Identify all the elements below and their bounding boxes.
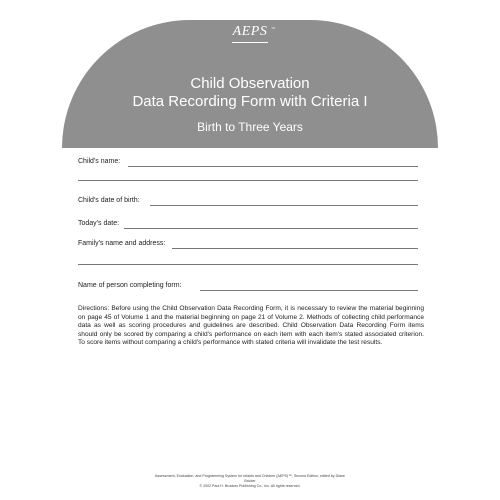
logo-underline — [232, 42, 268, 43]
childs-dob-label: Child's date of birth: — [78, 197, 140, 204]
family-address-line-2[interactable] — [78, 264, 418, 265]
childs-dob-line[interactable] — [150, 205, 418, 206]
family-name-address-label: Family's name and address: — [78, 240, 166, 247]
aeps-logo: AEPS — [232, 24, 268, 39]
person-completing-label: Name of person completing form: — [78, 282, 182, 289]
todays-date-line[interactable] — [124, 228, 418, 229]
directions-text: Directions: Before using the Child Observation Data Recording Form, it is necessary to review the material beginning on page 45 of Volume 1 and the material beginning on page 21 of Volume 2. Methods of collecting child performance data as well as scoring procedures and guidelines are described. Child Observation Data Recording Form items should only be scored by comparing a child's performance on each item with each item's stated associated criterion. To score items without comparing a child's performance with stated criteria will invalidate the test results. — [78, 305, 424, 347]
form-title-line2: Data Recording Form with Criteria I — [132, 93, 368, 110]
todays-date-label: Today's date: — [78, 220, 120, 227]
footer-line-2: © 2002 Paul H. Brookes Publishing Co., Inc. All rights reserved. — [199, 484, 301, 488]
childs-name-line-2[interactable] — [78, 180, 418, 181]
person-completing-line[interactable] — [200, 290, 418, 291]
childs-name-line[interactable] — [128, 166, 418, 167]
form-subtitle: Birth to Three Years — [197, 120, 303, 134]
form-title-line1: Child Observation — [190, 75, 310, 92]
copyright-footer — [150, 474, 350, 489]
childs-name-label: Child's name: — [78, 158, 121, 165]
family-address-line-1[interactable] — [172, 248, 418, 249]
footer-line-1: Assessment, Evaluation, and Programming System for Infants and Children (AEPS)™, Second Edition, edited by Diane Bricker — [155, 474, 345, 483]
logo-trademark: ™ — [271, 26, 275, 31]
